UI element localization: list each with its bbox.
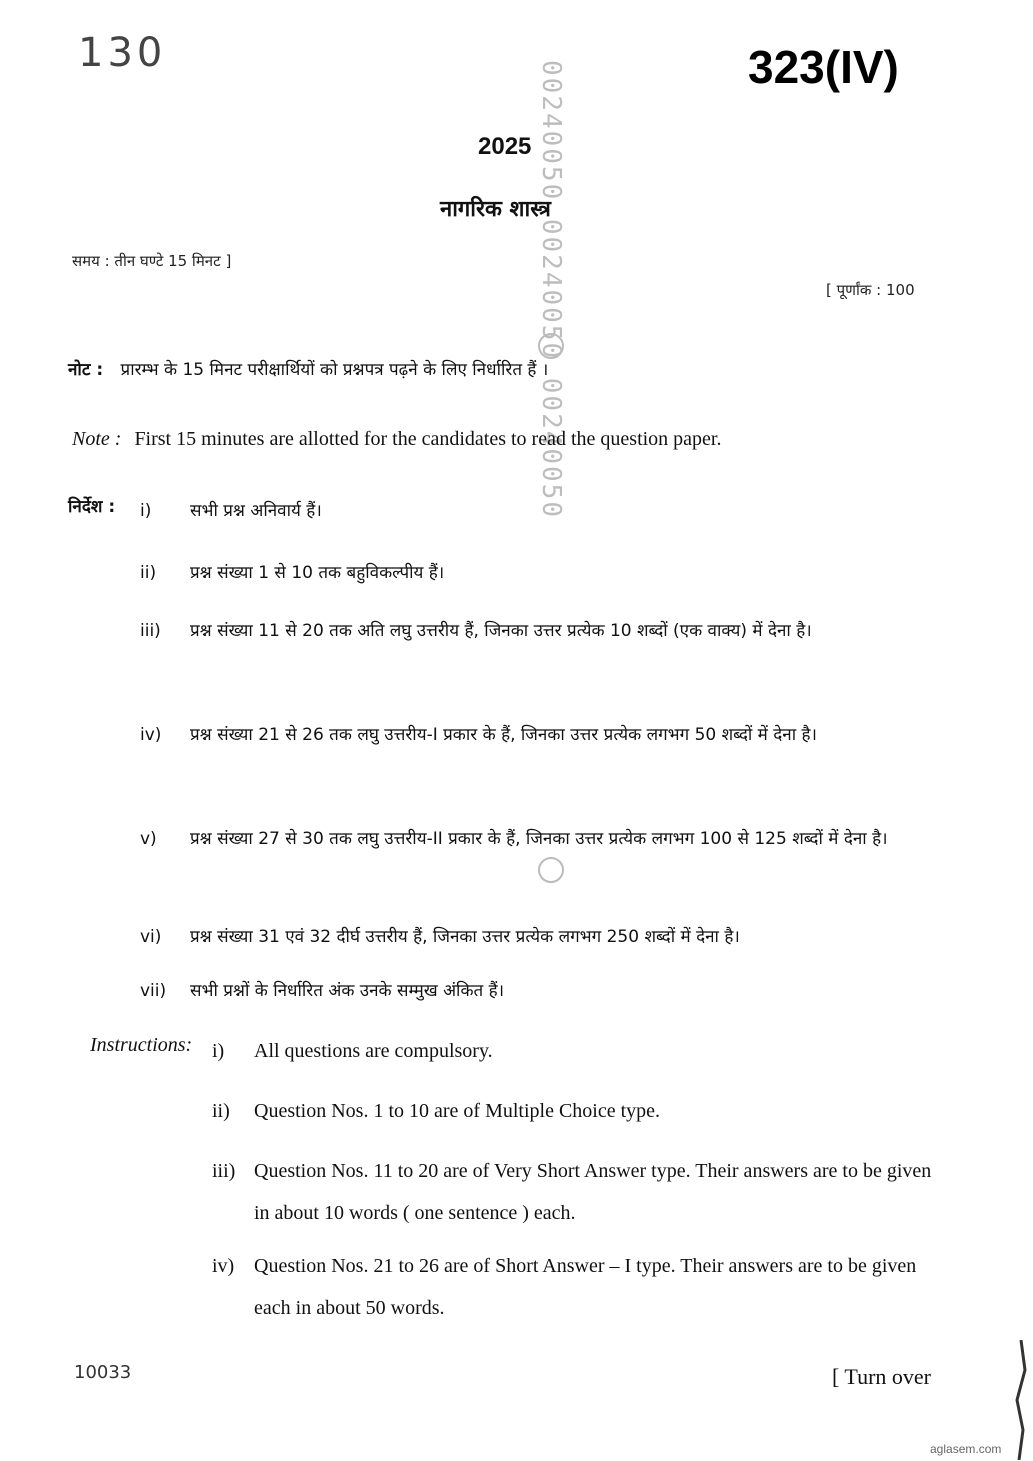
note-english-label: Note : xyxy=(72,428,122,450)
item-text: All questions are compulsory. xyxy=(254,1040,493,1062)
handwritten-mark: 130 xyxy=(78,30,167,76)
item-text: प्रश्न संख्या 11 से 20 तक अति लघु उत्तरीय हैं, जिनका उत्तर प्रत्येक 10 शब्दों (एक वाक्य) में देना है। xyxy=(190,621,812,641)
item-text: Question Nos. 21 to 26 are of Short Answer – I type. Their answers are to be given each in about 50 words. xyxy=(254,1255,917,1319)
paper-code: 323(IV) xyxy=(748,41,899,93)
item-text: प्रश्न संख्या 27 से 30 तक लघु उत्तरीय-II प्रकार के हैं, जिनका उत्तर प्रत्येक लगभग 100 से 125 शब्दों में देना है। xyxy=(190,829,888,849)
instructions-english-label: Instructions: xyxy=(90,1034,193,1056)
instruction-english-item xyxy=(212,1245,942,1329)
instruction-hindi-item xyxy=(140,920,940,954)
item-number: iv) xyxy=(140,725,162,745)
item-number: iv) xyxy=(212,1255,235,1277)
item-number: iii) xyxy=(140,621,161,641)
item-number: iii) xyxy=(212,1160,236,1182)
instruction-hindi-item xyxy=(140,556,940,590)
item-text: प्रश्न संख्या 1 से 10 तक बहुविकल्पीय हैं। xyxy=(190,563,445,583)
item-text: प्रश्न संख्या 31 एवं 32 दीर्घ उत्तरीय हैं, जिनका उत्तर प्रत्येक लगभग 250 शब्दों में देना है। xyxy=(190,927,740,947)
note-hindi-label: नोट : xyxy=(68,360,104,380)
site-watermark: aglasem.com xyxy=(930,1442,1002,1456)
scan-edge-mark xyxy=(1003,1340,1029,1460)
watermark: 00240050 00240050 00240050 xyxy=(536,60,566,519)
item-text: सभी प्रश्न अनिवार्य हैं। xyxy=(190,501,322,521)
item-number: i) xyxy=(140,501,152,521)
instruction-english-item xyxy=(212,1030,942,1072)
item-text: सभी प्रश्नों के निर्धारित अंक उनके सम्मुख अंकित हैं। xyxy=(190,981,505,1001)
watermark-circle xyxy=(538,333,564,359)
instruction-hindi-item xyxy=(140,494,940,528)
instruction-english-item xyxy=(212,1090,942,1132)
item-number: vi) xyxy=(140,927,162,947)
exam-year: 2025 xyxy=(478,133,532,160)
subject-title: नागरिक शास्त्र xyxy=(440,197,551,222)
note-hindi xyxy=(68,357,548,380)
instruction-english-item xyxy=(212,1150,942,1234)
instructions-hindi-label: निर्देश : xyxy=(68,497,116,517)
item-text: प्रश्न संख्या 21 से 26 तक लघु उत्तरीय-I प्रकार के हैं, जिनका उत्तर प्रत्येक लगभग 50 शब्दों में देना है। xyxy=(190,725,817,745)
note-hindi-text: प्रारम्भ के 15 मिनट परीक्षार्थियों को प्रश्नपत्र पढ़ने के लिए निर्धारित हैं । xyxy=(120,360,549,380)
watermark-circle xyxy=(538,857,564,883)
item-number: ii) xyxy=(212,1100,230,1122)
item-text: Question Nos. 11 to 20 are of Very Short Answer type. Their answers are to be given in about 10 words ( one sentence ) each. xyxy=(254,1160,932,1224)
instruction-hindi-item xyxy=(140,614,940,648)
note-english xyxy=(72,428,722,451)
instruction-hindi-item xyxy=(140,822,940,856)
turn-over: [ Turn over xyxy=(832,1364,932,1389)
max-marks: [ पूर्णांक : 100 xyxy=(826,281,915,299)
item-number: i) xyxy=(212,1040,225,1062)
item-number: vii) xyxy=(140,981,167,1001)
instruction-hindi-item xyxy=(140,718,940,752)
instruction-hindi-item xyxy=(140,974,940,1008)
item-number: v) xyxy=(140,829,157,849)
note-english-text: First 15 minutes are allotted for the candidates to read the question paper. xyxy=(134,428,722,450)
item-text: Question Nos. 1 to 10 are of Multiple Choice type. xyxy=(254,1100,661,1122)
item-number: ii) xyxy=(140,563,157,583)
page-code: 10033 xyxy=(74,1362,132,1383)
time-allowed: समय : तीन घण्टे 15 मिनट ] xyxy=(72,252,232,270)
